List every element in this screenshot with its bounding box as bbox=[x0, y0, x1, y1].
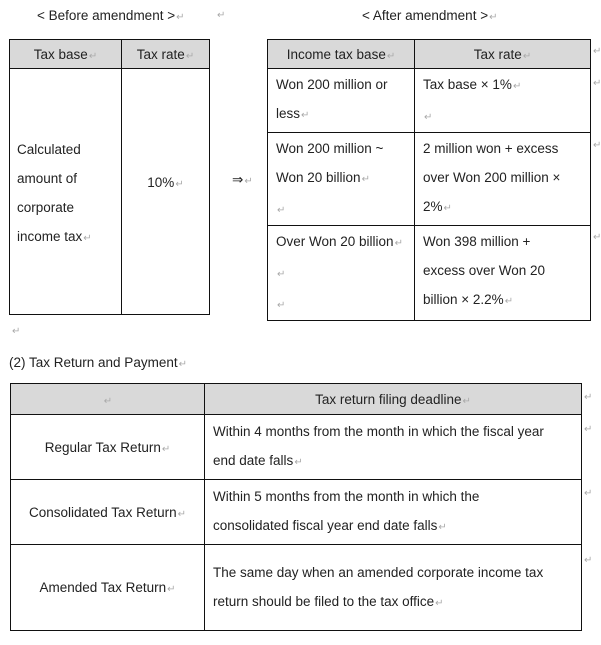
return-type-cell: Amended Tax Return↵ bbox=[11, 545, 205, 631]
paragraph-mark: ↵ bbox=[584, 424, 593, 435]
tax-rate-cell: 10%↵ bbox=[122, 69, 210, 315]
before-amendment-table bbox=[9, 39, 210, 315]
table-row bbox=[268, 226, 591, 321]
header-tax-base: Tax base↵ bbox=[10, 40, 122, 69]
header-filing-deadline: Tax return filing deadline↵ bbox=[205, 384, 582, 415]
deadline-cell: Within 4 months from the month in which the fiscal year end date falls↵ bbox=[205, 415, 582, 480]
paragraph-mark: ↵ bbox=[12, 326, 21, 337]
tax-base-cell bbox=[10, 69, 122, 315]
table-row bbox=[268, 133, 591, 226]
table-row bbox=[11, 545, 582, 631]
income-tax-base-cell: Won 200 million or less↵ bbox=[268, 69, 415, 133]
table-row bbox=[11, 480, 582, 545]
tax-base-line: amount of bbox=[17, 171, 78, 186]
header-tax-rate: Tax rate↵ bbox=[122, 40, 210, 69]
table-row bbox=[11, 415, 582, 480]
table-row bbox=[10, 69, 210, 315]
tax-rate-cell: 2 million won + excess over Won 200 million × 2%↵ bbox=[415, 133, 591, 226]
deadline-cell: The same day when an amended corporate income tax return should be filed to the tax office↵ bbox=[205, 545, 582, 631]
table-row bbox=[268, 69, 591, 133]
tax-base-line: Calculated bbox=[17, 142, 81, 157]
tax-base-line: income tax↵ bbox=[17, 229, 92, 244]
paragraph-mark: ↵ bbox=[584, 555, 593, 566]
deadline-cell: Within 5 months from the month in which the consolidated fiscal year end date falls↵ bbox=[205, 480, 582, 545]
paragraph-mark: ↵ bbox=[584, 488, 593, 499]
before-amendment-caption: < Before amendment >↵ bbox=[37, 8, 185, 23]
after-amendment-table bbox=[267, 39, 591, 321]
income-tax-base-cell: Won 200 million ~ Won 20 billion↵ ↵ bbox=[268, 133, 415, 226]
paragraph-mark: ↵ bbox=[593, 46, 601, 57]
return-type-cell: Consolidated Tax Return↵ bbox=[11, 480, 205, 545]
header-tax-rate: Tax rate↵ bbox=[415, 40, 591, 69]
after-amendment-caption: < After amendment >↵ bbox=[362, 8, 498, 23]
tax-return-table bbox=[10, 383, 582, 631]
paragraph-mark: ↵ bbox=[593, 232, 601, 243]
paragraph-mark: ↵ bbox=[584, 392, 593, 403]
paragraph-mark: ↵ bbox=[217, 10, 226, 21]
table-header-row bbox=[11, 384, 582, 415]
tax-base-line: corporate bbox=[17, 200, 75, 215]
table-header-row bbox=[10, 40, 210, 69]
section-heading: (2) Tax Return and Payment↵ bbox=[9, 355, 187, 370]
header-income-tax-base: Income tax base↵ bbox=[268, 40, 415, 69]
paragraph-mark: ↵ bbox=[593, 78, 601, 89]
tax-rate-cell: Tax base × 1%↵ ↵ bbox=[415, 69, 591, 133]
tax-rate-cell: Won 398 million + excess over Won 20 billion × 2.2%↵ bbox=[415, 226, 591, 321]
header-empty: ↵ bbox=[11, 384, 205, 415]
arrow-icon: ⇒↵ bbox=[232, 172, 253, 187]
return-type-cell: Regular Tax Return↵ bbox=[11, 415, 205, 480]
income-tax-base-cell: Over Won 20 billion↵ ↵ ↵ bbox=[268, 226, 415, 321]
table-header-row bbox=[268, 40, 591, 69]
paragraph-mark: ↵ bbox=[593, 140, 601, 151]
